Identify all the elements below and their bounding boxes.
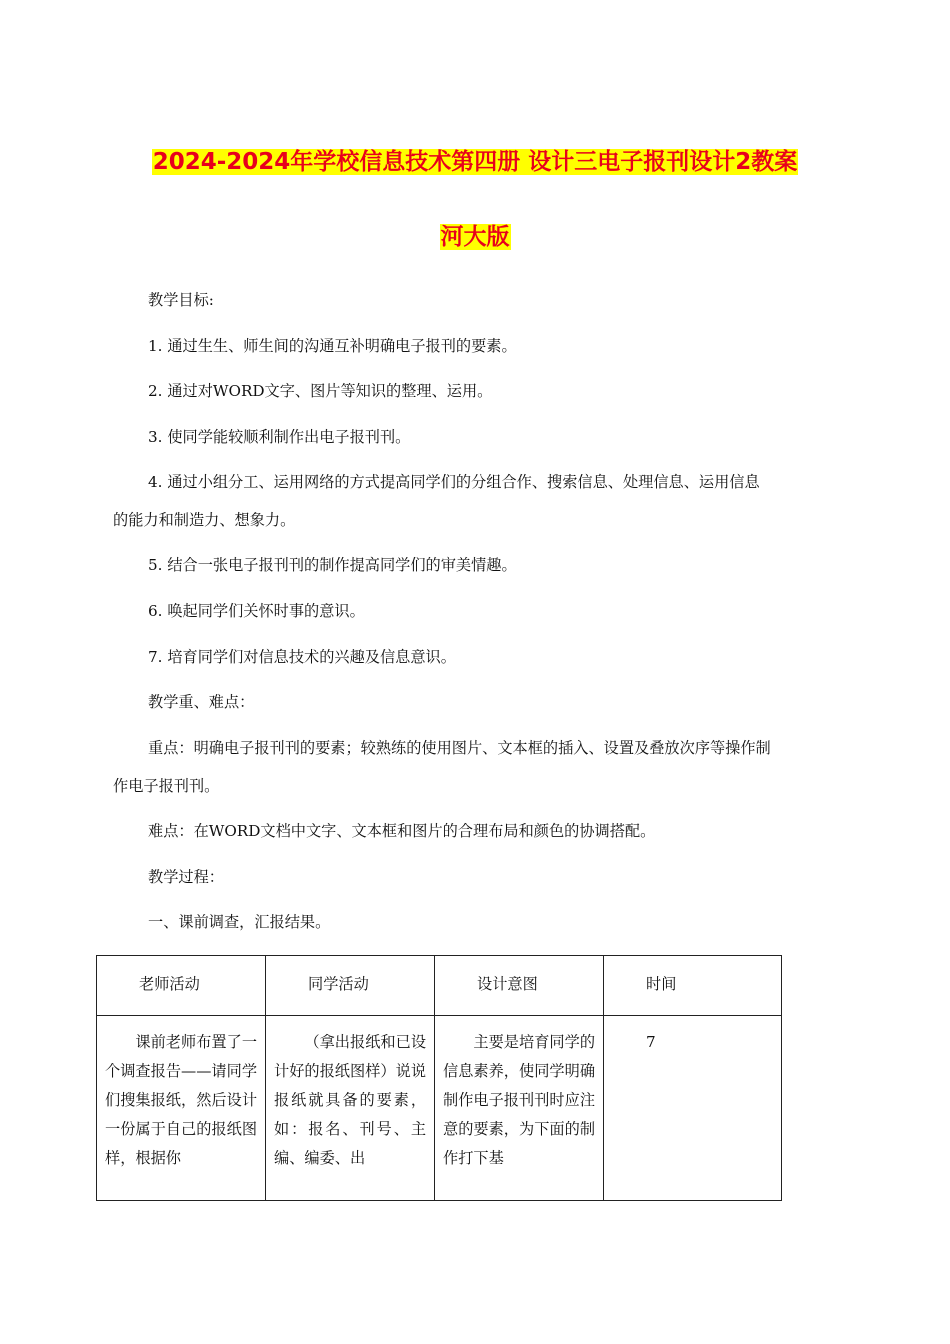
table-header-cell: 时间 (604, 956, 782, 1016)
student-activity-cell: （拿出报纸和已设计好的报纸图样）说说报纸就具备的要素，如：报名、刊号、主编、编委、出 (266, 1016, 435, 1201)
design-intent-cell: 主要是培育同学的信息素养，使同学明确制作电子报刊刊时应注意的要素，为下面的制作打下基 (435, 1016, 604, 1201)
title-text-1: 2024-2024年学校信息技术第四册 设计三电子报刊设计2教案 (152, 149, 798, 175)
table-header-cell: 老师活动 (97, 956, 266, 1016)
table-header-cell: 设计意图 (435, 956, 604, 1016)
key-point-line2: 作电子报刊刊。 (113, 777, 220, 795)
key-points-heading: 教学重、难点： (148, 693, 255, 711)
time-cell: 7 (604, 1016, 782, 1201)
goal-item-3: 3. 使同学能较顺利制作出电子报刊刊。 (148, 428, 411, 446)
title-text-2: 河大版 (440, 224, 510, 250)
goal-item-1: 1. 通过生生、师生间的沟通互补明确电子报刊的要素。 (148, 337, 517, 355)
document-title-line2 (0, 222, 950, 252)
teacher-activity-cell: 课前老师布置了一个调查报告——请同学们搜集报纸，然后设计一份属于自己的报纸图样，根据你 (97, 1016, 266, 1201)
table-header-row (97, 956, 782, 1016)
difficulty-point: 难点：在WORD文档中文字、文本框和图片的合理布局和颜色的协调搭配。 (148, 822, 656, 840)
goals-heading: 教学目标: (148, 291, 214, 309)
goal-item-2: 2. 通过对WORD文字、图片等知识的整理、运用。 (148, 382, 493, 400)
table-header-cell: 同学活动 (266, 956, 435, 1016)
goal-item-4-line2: 的能力和制造力、想象力。 (113, 511, 296, 529)
goal-item-5: 5. 结合一张电子报刊刊的制作提高同学们的审美情趣。 (148, 556, 517, 574)
table-row (97, 1016, 782, 1201)
document-title-line1 (0, 147, 950, 177)
goal-item-7: 7. 培育同学们对信息技术的兴趣及信息意识。 (148, 648, 456, 666)
goal-item-4-line1: 4. 通过小组分工、运用网络的方式提高同学们的分组合作、搜索信息、处理信息、运用信息 (148, 473, 760, 491)
step-one-heading: 一、课前调查，汇报结果。 (148, 913, 331, 931)
key-point-line1: 重点：明确电子报刊刊的要素；较熟练的使用图片、文本框的插入、设置及叠放次序等操作制 (148, 739, 771, 757)
goal-item-6: 6. 唤起同学们关怀时事的意识。 (148, 602, 365, 620)
activity-table (96, 955, 782, 1201)
process-heading: 教学过程： (148, 868, 224, 886)
